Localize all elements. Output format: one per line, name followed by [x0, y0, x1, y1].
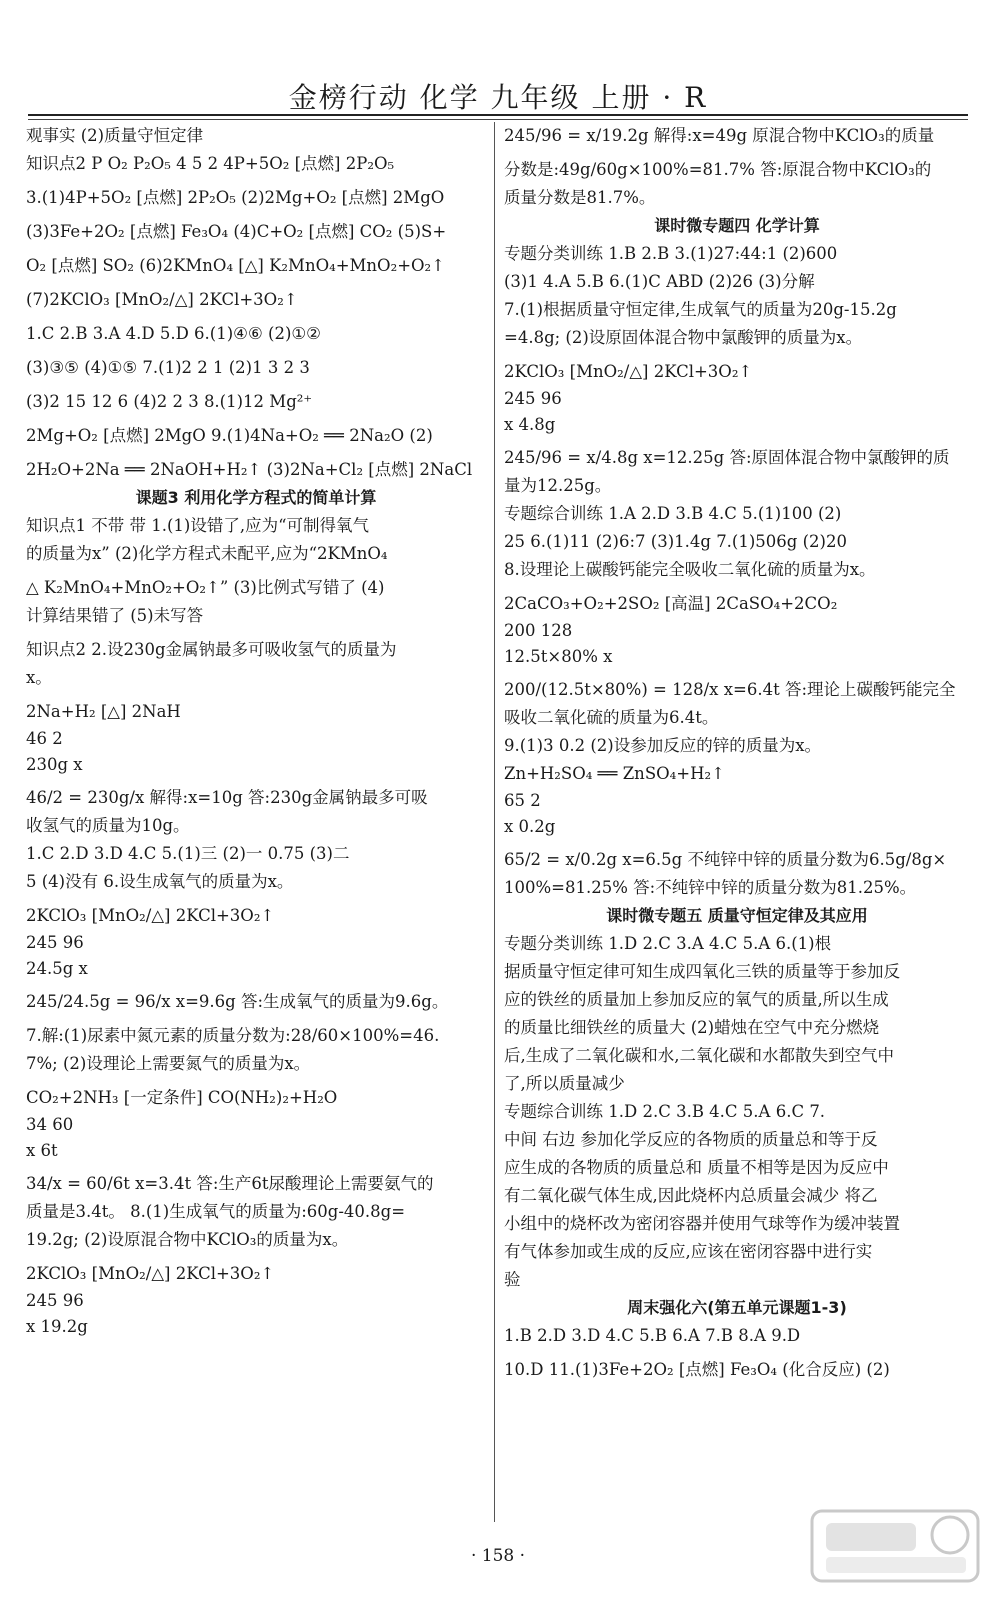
text-line: 有二氧化碳气体生成,因此烧杯内总质量会减少 将乙 [504, 1186, 878, 1205]
calc-line: 12.5t×80% x [504, 647, 613, 666]
column-divider [494, 122, 495, 1522]
text-line: 2H₂O+2Na ══ 2NaOH+H₂↑ (3)2Na+Cl₂ [点燃] 2NaCl [26, 460, 473, 479]
text-line: 知识点2 2.设230g金属钠最多可吸收氢气的质量为 [26, 640, 397, 659]
calc-line: 245 96 [26, 1291, 84, 1310]
page-header-title: 金榜行动 化学 九年级 上册 · R [288, 81, 708, 114]
watermark-logo [810, 1505, 980, 1585]
calc-line: x 0.2g [504, 817, 556, 836]
calc-line: 34 60 [26, 1115, 74, 1134]
text-line: 应的铁丝的质量加上参加反应的氧气的质量,所以生成 [504, 990, 889, 1009]
text-line: (7)2KClO₃ [MnO₂/△] 2KCl+3O₂↑ [26, 290, 298, 309]
right-column [504, 122, 970, 1384]
text-line: 10.D 11.(1)3Fe+2O₂ [点燃] Fe₃O₄ (化合反应) (2) [504, 1360, 890, 1379]
text-line: x。 [26, 668, 52, 687]
text-line: 1.C 2.D 3.D 4.C 5.(1)三 (2)一 0.75 (3)二 [26, 844, 350, 863]
text-line: 7%; (2)设理论上需要氮气的质量为x。 [26, 1054, 311, 1073]
text-line: 计算结果错了 (5)未写答 [26, 606, 204, 625]
text-line: 知识点1 不带 带 1.(1)设错了,应为“可制得氧气 [26, 516, 370, 535]
text-line: 专题分类训练 1.D 2.C 3.A 4.C 5.A 6.(1)根 [504, 934, 832, 953]
left-column [26, 122, 486, 1340]
calc-line: 65 2 [504, 791, 541, 810]
text-line: 专题综合训练 1.A 2.D 3.B 4.C 5.(1)100 (2) [504, 504, 842, 523]
proportion-line: 65/2 = x/0.2g x=6.5g 不纯锌中锌的质量分数为6.5g/8g× [504, 850, 947, 869]
text-line: 100%=81.25% 答:不纯锌中锌的质量分数为81.25%。 [504, 878, 917, 897]
text-line: 8.设理论上碳酸钙能完全吸收二氧化硫的质量为x。 [504, 560, 876, 579]
text-line: 7.(1)根据质量守恒定律,生成氧气的质量为20g-15.2g [504, 300, 897, 319]
calc-line: x 4.8g [504, 415, 556, 434]
equation-line: Zn+H₂SO₄ ══ ZnSO₄+H₂↑ [504, 764, 725, 783]
text-line: 的质量比细铁丝的质量大 (2)蜡烛在空气中充分燃烧 [504, 1018, 880, 1037]
text-line: 中间 右边 参加化学反应的各物质的质量总和等于反 [504, 1130, 878, 1149]
equation-line: 2KClO₃ [MnO₂/△] 2KCl+3O₂↑ [26, 906, 275, 925]
proportion-line: 46/2 = 230g/x 解得:x=10g 答:230g金属钠最多可吸 [26, 788, 428, 807]
text-line: 有气体参加或生成的反应,应该在密闭容器中进行实 [504, 1242, 873, 1261]
text-line: 1.C 2.B 3.A 4.D 5.D 6.(1)④⑥ (2)①② [26, 324, 321, 343]
proportion-line: 34/x = 60/6t x=3.4t 答:生产6t尿酸理论上需要氨气的 [26, 1174, 434, 1193]
section-heading: 课时微专题四 化学计算 [654, 216, 820, 235]
text-line: 专题分类训练 1.B 2.B 3.(1)27:44:1 (2)600 [504, 244, 838, 263]
text-line: 据质量守恒定律可知生成四氧化三铁的质量等于参加反 [504, 962, 900, 981]
text-line: (3)③⑤ (4)①⑤ 7.(1)2 2 1 (2)1 3 2 3 [26, 358, 310, 377]
text-line: 质量分数是81.7%。 [504, 188, 656, 207]
calc-line: 245 96 [504, 389, 562, 408]
text-line: 后,生成了二氧化碳和水,二氧化碳和水都散失到空气中 [504, 1046, 894, 1065]
calc-line: x 6t [26, 1141, 58, 1160]
text-line: 分数是:49g/60g×100%=81.7% 答:原混合物中KClO₃的 [504, 160, 932, 179]
header-rule [28, 114, 968, 116]
text-line: 知识点2 P O₂ P₂O₅ 4 5 2 4P+5O₂ [点燃] 2P₂O₅ [26, 154, 395, 173]
text-line: (3)1 4.A 5.B 6.(1)C ABD (2)26 (3)分解 [504, 272, 815, 291]
text-line: 量为12.25g。 [504, 476, 612, 495]
proportion-line: 200/(12.5t×80%) = 128/x x=6.4t 答:理论上碳酸钙能完全 [504, 680, 956, 699]
text-line: O₂ [点燃] SO₂ (6)2KMnO₄ [△] K₂MnO₄+MnO₂+O₂↑ [26, 256, 445, 275]
text-line: 收氢气的质量为10g。 [26, 816, 190, 835]
text-line: 19.2g; (2)设原混合物中KClO₃的质量为x。 [26, 1230, 349, 1249]
calc-line: 245 96 [26, 933, 84, 952]
text-line: 25 6.(1)11 (2)6:7 (3)1.4g 7.(1)506g (2)20 [504, 532, 847, 551]
proportion-line: 245/96 = x/4.8g x=12.25g 答:原固体混合物中氯酸钾的质 [504, 448, 950, 467]
equation-line: 2CaCO₃+O₂+2SO₂ [高温] 2CaSO₄+2CO₂ [504, 594, 838, 613]
text-line: 3.(1)4P+5O₂ [点燃] 2P₂O₅ (2)2Mg+O₂ [点燃] 2MgO [26, 188, 445, 207]
text-line: 专题综合训练 1.D 2.C 3.B 4.C 5.A 6.C 7. [504, 1102, 826, 1121]
header-rule-thin [28, 119, 968, 120]
calc-line: x 19.2g [26, 1317, 88, 1336]
text-line: 9.(1)3 0.2 (2)设参加反应的锌的质量为x。 [504, 736, 822, 755]
text-line: 5 (4)没有 6.设生成氧气的质量为x。 [26, 872, 294, 891]
text-line: 验 [504, 1270, 521, 1289]
text-line: 应生成的各物质的质量总和 质量不相等是因为反应中 [504, 1158, 889, 1177]
text-line: 了,所以质量减少 [504, 1074, 625, 1093]
text-line: (3)3Fe+2O₂ [点燃] Fe₃O₄ (4)C+O₂ [点燃] CO₂ (5)S+ [26, 222, 447, 241]
text-line: 的质量为x” (2)化学方程式未配平,应为“2KMnO₄ [26, 544, 388, 563]
text-line: 1.B 2.D 3.D 4.C 5.B 6.A 7.B 8.A 9.D [504, 1326, 801, 1345]
calc-line: 46 2 [26, 729, 63, 748]
proportion-line: 245/24.5g = 96/x x=9.6g 答:生成氧气的质量为9.6g。 [26, 992, 449, 1011]
equation-line: CO₂+2NH₃ [一定条件] CO(NH₂)₂+H₂O [26, 1088, 338, 1107]
section-heading: 周末强化六(第五单元课题1-3) [627, 1298, 847, 1317]
calc-line: 24.5g x [26, 959, 88, 978]
text-line: 小组中的烧杯改为密闭容器并使用气球等作为缓冲装置 [504, 1214, 900, 1233]
text-line: =4.8g; (2)设原固体混合物中氯酸钾的质量为x。 [504, 328, 863, 347]
text-line: 观事实 (2)质量守恒定律 [26, 126, 204, 145]
text-line: (3)2 15 12 6 (4)2 2 3 8.(1)12 Mg²⁺ [26, 392, 313, 411]
calc-line: 230g x [26, 755, 83, 774]
calc-line: 200 128 [504, 621, 573, 640]
proportion-line: 245/96 = x/19.2g 解得:x=49g 原混合物中KClO₃的质量 [504, 126, 935, 145]
text-line: 吸收二氧化硫的质量为6.4t。 [504, 708, 719, 727]
section-heading: 课题3 利用化学方程式的简单计算 [135, 488, 377, 507]
text-line: △ K₂MnO₄+MnO₂+O₂↑” (3)比例式写错了 (4) [26, 578, 385, 597]
text-line: 质量是3.4t。 8.(1)生成氧气的质量为:60g-40.8g= [26, 1202, 406, 1221]
page-number: · 158 · [470, 1546, 526, 1566]
text-line: 2Mg+O₂ [点燃] 2MgO 9.(1)4Na+O₂ ══ 2Na₂O (2) [26, 426, 433, 445]
section-heading: 课时微专题五 质量守恒定律及其应用 [606, 906, 868, 925]
equation-line: 2KClO₃ [MnO₂/△] 2KCl+3O₂↑ [26, 1264, 275, 1283]
text-line: 7.解:(1)尿素中氮元素的质量分数为:28/60×100%=46. [26, 1026, 440, 1045]
equation-line: 2Na+H₂ [△] 2NaH [26, 702, 181, 721]
equation-line: 2KClO₃ [MnO₂/△] 2KCl+3O₂↑ [504, 362, 753, 381]
